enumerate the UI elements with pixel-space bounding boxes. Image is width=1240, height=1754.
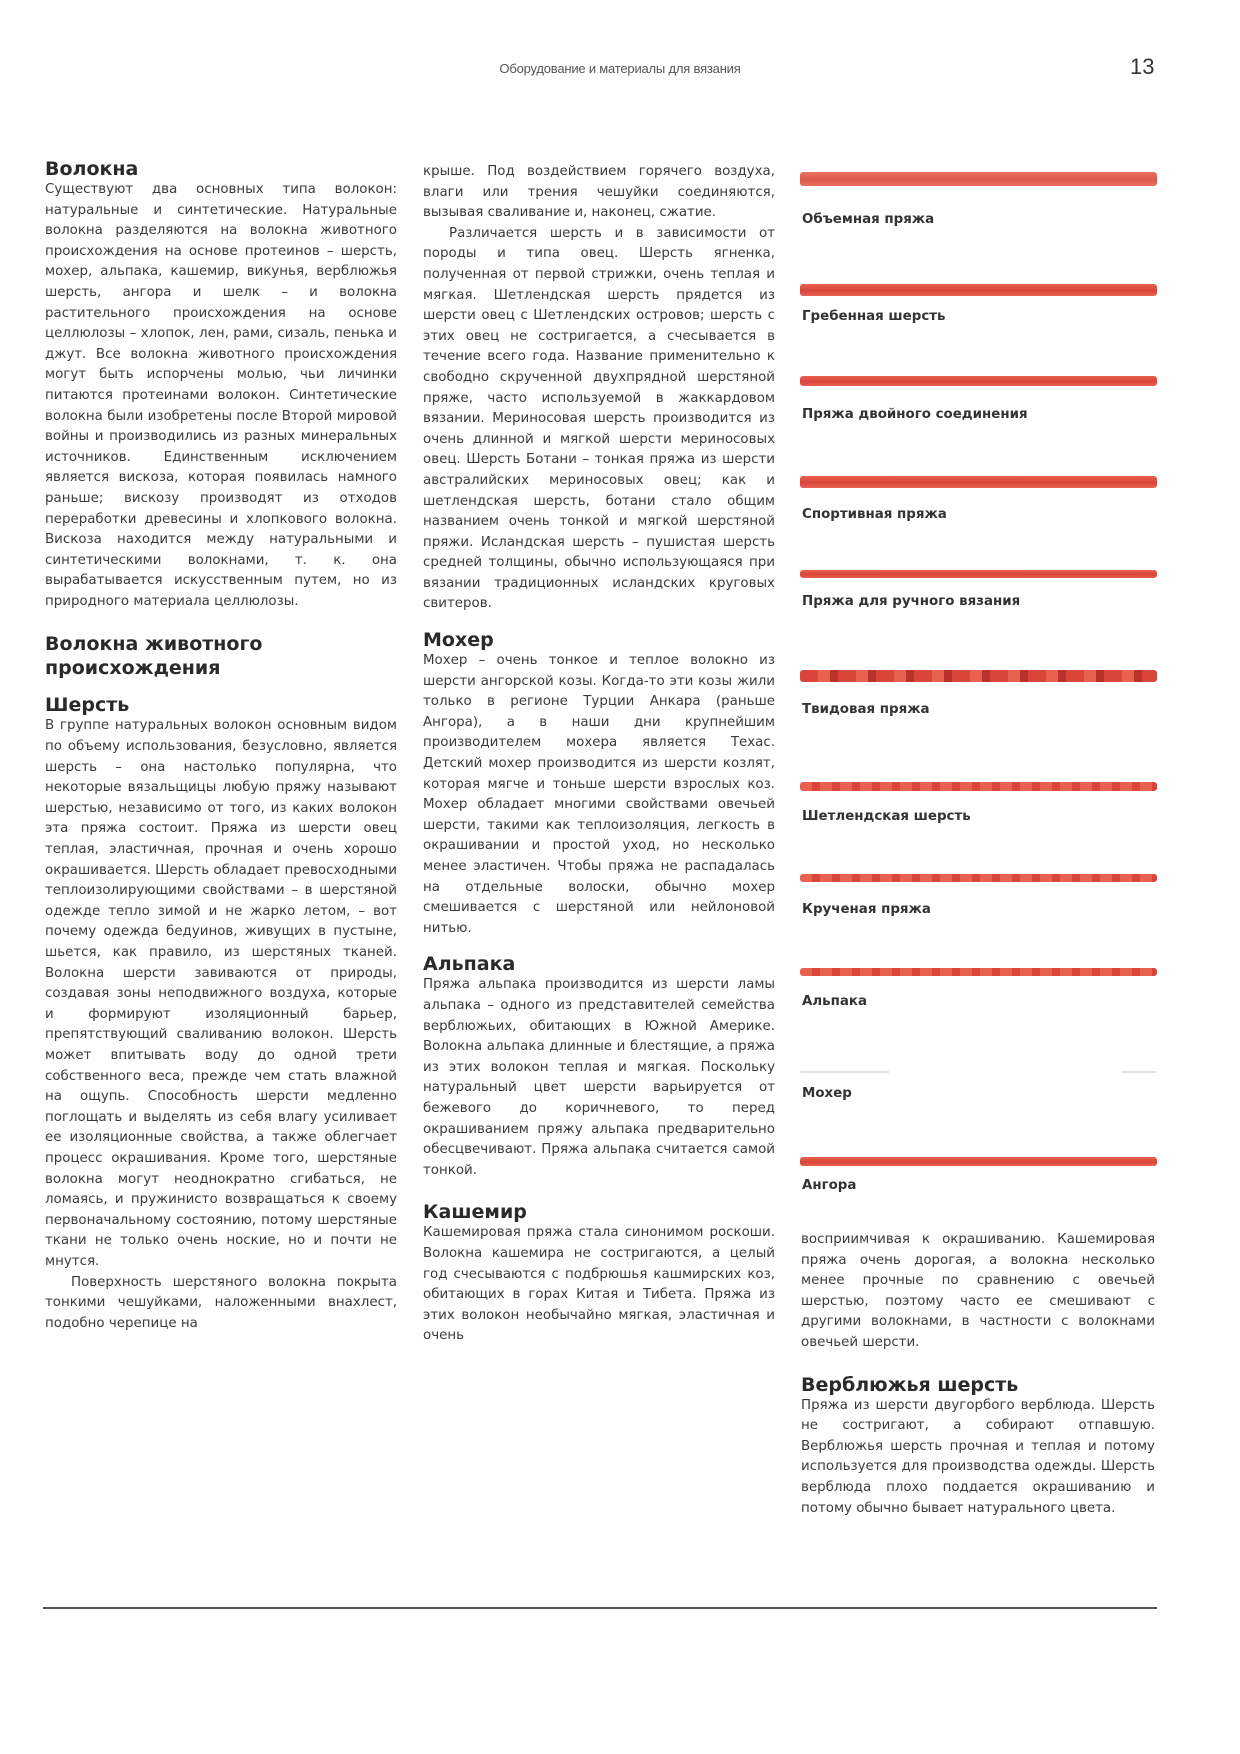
paragraph-wool-continued: крыше. Под воздействием горячего воздуха, влаги или трения чешуйки соединяются, вызывая сваливание и, наконец, сжатие. (423, 164, 775, 221)
paragraph-wool-1: В группе натуральных волокон основным видом по объему использования, безусловно, является шерсть – она настолько популярна, что некоторые вязальщицы любую пряжу называют шерстью, независимо от того, из каких волокон эта пряжа состоит. Пряжа из шерсти овец теплая, эластичная, прочная и очень хорошо окрашивается. Шерсть обладает превосходными теплоизолирующими свойствами – в шерстяной одежде тепло зимой и не жарко летом, – вот почему одежда бедуинов, живущих в пустыне, шьется, как правило, из шерстяных тканей. Волокна шерсти завиваются от природы, создавая зоны неподвижного воздуха, которые и формируют изоляционный барьер, препятствующий сваливанию волокон. Шерсть может впитывать воду до одной трети собственного веса, прежде чем стать влажной на ощупь. Способность шерсти медленно поглощать и выделять из себя влагу усиливает ее изоляционные свойства, а также облегчает процесс окрашивания. Кроме того, шерстяные волокна могут неоднократно сгибаться, не ломаясь, и пружинисто возвращаться к своему первоначальному состоянию, потому шерстяные ткани не только очень ноские, но и почти не мнутся. (45, 718, 397, 1269)
yarn-sample-label: Объемная пряжа (802, 212, 935, 227)
yarn-strand-image (800, 172, 1157, 186)
yarn-strand-image (800, 1071, 1157, 1073)
paragraph-wool-types: Различается шерсть и в зависимости от породы и типа овец. Шерсть ягненка, полученная от первой стрижки, очень теплая и мягкая. Шетлендская шерсть прядется из шерсти овец с Шетлендских островов; шерсть с этих овец не состригается, а счесывается в течение всего года. Название применительно к свободно скрученной двухпрядной шерстяной пряже, часто используемой в жаккардовом вязании. Мериносовая шерсть производится из очень длинной и мягкой шерсти мериносовых овец. Шерсть Ботани – тонкая пряжа из шерсти австралийских мериносовых овец; как и шетлендская шерсть, ботани стало общим названием очень тонкой и мягкой шерстяной пряжи. Исландская шерсть – пушистая шерсть средней толщины, обычно использующаяся при вязании традиционных исландских круговых свитеров. (423, 225, 775, 612)
paragraph-cashmere: Кашемировая пряжа стала синонимом роскоши. Волокна кашемира не состригаются, а целый год счесываются с подбрюшья кашмирских коз, обитающих в горах Китая и Тибета. Пряжа из этих волокон необычайно мягкая, эластичная и очень (423, 1225, 775, 1344)
paragraph-mohair: Мохер – очень тонкое и теплое волокно из шерсти ангорской козы. Когда-то эти козы жили только в регионе Турции Анкара (раньше Ангора), а в наши дни крупнейшим производителем мохера является Техас. Детский мохер производится из шерсти козлят, которая мягче и тоньше шерсти взрослых коз. Мохер обладает многими свойствами овечьей шерсти, такими как теплоизоляция, легкость в окрашивании и простой уход, но несколько менее эластичен. Чтобы пряжа не распадалась на отдельные волоски, обычно мохер смешивается с шерстяной или нейлоновой нитью. (423, 653, 775, 936)
yarn-strand-image (800, 1157, 1157, 1166)
heading-fibers: Волокна (45, 158, 139, 180)
yarn-strand-image (800, 476, 1157, 488)
heading-wool: Шерсть (45, 694, 130, 717)
heading-alpaca: Альпака (423, 953, 516, 976)
paragraph-cashmere-continued: восприимчивая к окрашиванию. Кашемировая пряжа очень дорогая, а волокна несколько менее прочные по сравнению с овечьей шерстью, поэтому часто ее смешивают с другими волокнами, в частности с волокнами овечьей шерсти. (801, 1232, 1155, 1350)
yarn-strand-image (800, 874, 1157, 882)
text-column-2 (423, 162, 775, 1347)
heading-mohair: Мохер (423, 629, 494, 652)
yarn-strand-image (800, 782, 1157, 791)
yarn-strand-image (800, 376, 1157, 386)
paragraph-wool-2: Поверхность шерстяного волокна покрыта тонкими чешуйками, наложенными внахлест, подобно черепице на (45, 1274, 397, 1331)
yarn-sample-label: Крученая пряжа (802, 902, 931, 917)
heading-animal-fibers: Волокна животного происхождения (45, 633, 263, 680)
heading-cashmere: Кашемир (423, 1201, 527, 1224)
yarn-sample-label: Пряжа для ручного вязания (802, 594, 1021, 609)
text-column-3 (801, 1230, 1155, 1519)
yarn-sample-label: Мохер (802, 1086, 852, 1101)
yarn-sample-label: Альпака (802, 994, 868, 1009)
yarn-sample-label: Гребенная шерсть (802, 309, 946, 324)
yarn-sample-label: Шетлендская шерсть (802, 809, 971, 824)
footer-rule (43, 1607, 1157, 1609)
yarn-strand-image (800, 284, 1157, 296)
paragraph-camel-wool: Пряжа из шерсти двугорбого верблюда. Шерсть не состригают, а собирают отпавшую. Верблюжья шерсть прочная и теплая и потому используется для производства одежды. Шерсть верблюда плохо поддается окрашиванию и потому обычно бывает натурального цвета. (801, 1397, 1155, 1516)
yarn-strand-image (800, 968, 1157, 976)
yarn-strand-image (800, 670, 1157, 682)
page-number: 13 (1130, 54, 1155, 79)
text-column-1 (45, 158, 397, 1334)
yarn-sample-label: Ангора (802, 1178, 857, 1193)
yarn-sample-label: Спортивная пряжа (802, 507, 947, 522)
paragraph-alpaca: Пряжа альпака производится из шерсти ламы альпака – одного из представителей семейства верблюжьих, обитающих в Южной Америке. Волокна альпака длинные и блестящие, а пряжа из этих волокон теплая и мягкая. Поскольку натуральный цвет шерсти варьируется от бежевого до коричневого, то перед окрашиванием пряжу альпака предварительно обесцвечивают. Пряжа альпака считается самой тонкой. (423, 977, 775, 1178)
running-title: Оборудование и материалы для вязания (499, 61, 741, 76)
heading-camel-wool: Верблюжья шерсть (801, 1373, 1019, 1396)
yarn-sample-label: Твидовая пряжа (802, 702, 930, 717)
paragraph-fibers: Существуют два основных типа волокон: натуральные и синтетические. Натуральные волокна разделяются на волокна животного происхождения на основе протеинов – шерсть, мохер, альпака, кашемир, викунья, верблюжья шерсть, ангора и шелк – и волокна растительного происхождения на основе целлюлозы – хлопок, лен, рами, сизаль, пенька и джут. Все волокна животного происхождения могут быть испорчены молью, чьи личинки питаются протеинами волокон. Синтетические волокна были изобретены после Второй мировой войны и производились из разных минеральных источников. Единственным исключением является вискоза, которая появилась намного раньше; вискозу производят из отходов переработки древесины и хлопкового волокна. Вискоза находится между натуральными и синтетическими волокнами, т. к. она вырабатывается искусственным путем, но из природного материала целлюлозы. (45, 182, 397, 609)
yarn-sample-label: Пряжа двойного соединения (802, 407, 1028, 422)
yarn-strand-image (800, 570, 1157, 578)
